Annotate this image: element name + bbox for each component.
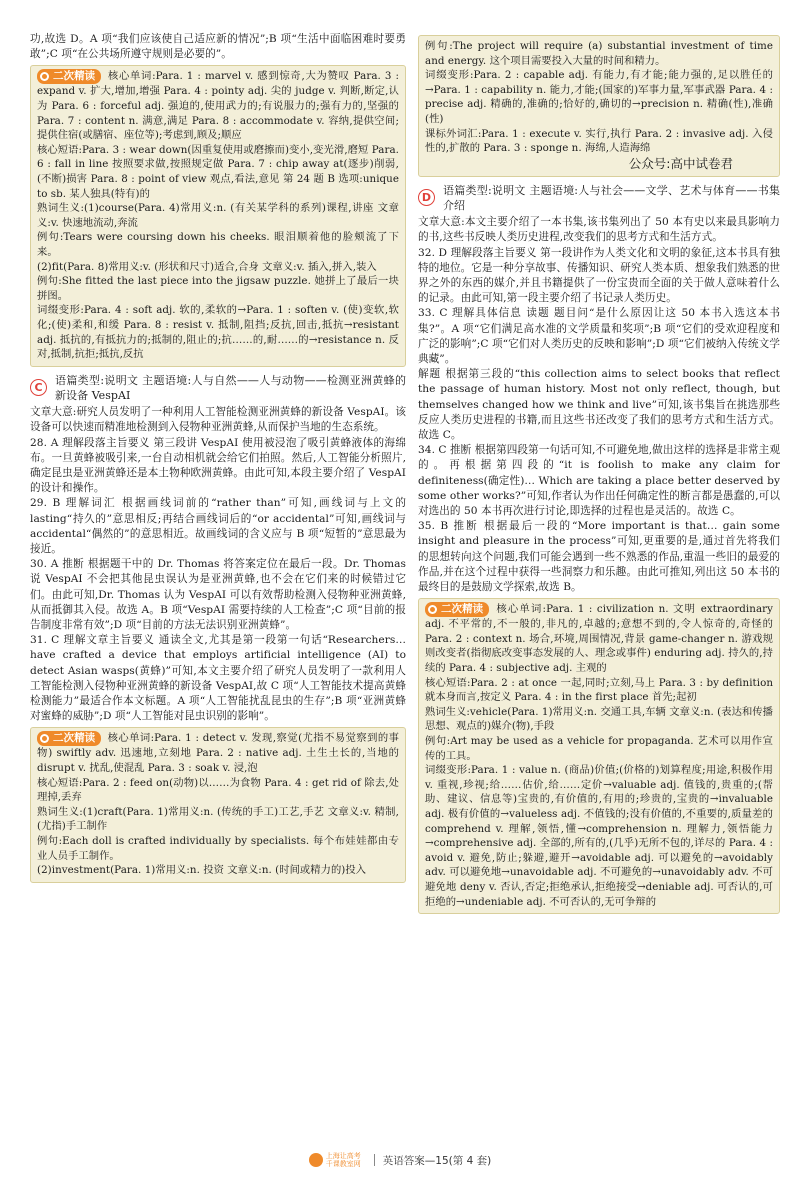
right-column bbox=[418, 32, 780, 1138]
review-box-d bbox=[418, 598, 780, 914]
page-footer bbox=[0, 1150, 800, 1170]
logo-icon bbox=[309, 1153, 323, 1167]
passage-type: 语篇类型:说明文 主题语境:人与自然——人与动物——检测亚洲黄蜂的新设备 VespAI bbox=[55, 373, 406, 402]
familiar-word: (2)investment(Para. 1)常用义:n. 投资 文章义:n. (时间或精力的)投入 bbox=[37, 864, 367, 877]
familiar-word: 熟词生义:(1)craft(Para. 1)常用义:n. (传统的手工)工艺,手艺 文章义:v. 精制,(尤指)手工制作 bbox=[37, 805, 399, 833]
answer-33: 33. C 理解具体信息 读题 题目问“是什么原因让这 50 本书入选这本书集?”。A 项“它们满足高水准的文学质量和奖项”;B 项“它们的受欢迎程度和广泛的影响”;C 项“它们对人类历史的反映和影响”;D 项“它们被纳入传统文学典藏”。 bbox=[418, 307, 780, 365]
core-phrases: 核心短语:Para. 3 : wear down(因重复使用或磨擦而)变小,变光滑,磨短 Para. 6 : fall in line 按照要求做,按照规定做 Para. 7 : chip away at(逐步)削弱,(不断)损害 Para. 8 : point of view 观点,看法,意见 第 24 题 B 选项:unique to sb. 某人独具(特有)的 bbox=[37, 143, 399, 200]
passage-d-header bbox=[418, 183, 780, 213]
answer-32: 32. D 理解段落主旨要义 第一段讲作为人类文化和文明的象征,这本书具有独特的地位。它是一种分享故事、传播知识、研究人类本质、想象我们熟悉的世界之外的东西的媒介,并且书籍提供了一份宝贵而全面的关于做人意味着什么的记录。由此可知,第一段主要介绍了书记录人类历史。 bbox=[418, 246, 780, 305]
answer-34: 34. C 推断 根据第四段第一句话可知,不可避免地,做出这样的选择是非常主观的。再根据第四段的“it is foolish to make any claim for definiteness(确定性)… Which are taking a place better deserved by some other works?”可知,作者认为作出任何确定性的断言都是愚蠢的,可以对选出的 50 本书再次进行讨论,即选择的过程也是灵活的。故选 C。 bbox=[418, 444, 780, 518]
left-column bbox=[30, 32, 406, 1138]
review-box-c-continued bbox=[418, 35, 780, 177]
passage-c-header bbox=[30, 373, 406, 403]
footer-divider bbox=[374, 1154, 375, 1166]
example-sentence: 例句:She fitted the last piece into the jigsaw puzzle. 她拼上了最后一块拼图。 bbox=[37, 275, 399, 302]
review-box-c bbox=[30, 727, 406, 882]
publisher-logo bbox=[309, 1152, 364, 1168]
word-variations: 词缀变形:Para. 1 : value n. (商品)价值;(价格的)划算程度;用途,积极作用 v. 重视,珍视;给……估价,给……定价→valuable adj. 值钱的,贵重的;(帮助、建议、信息等)宝贵的,有价值的,有用的;珍贵的,宝贵的→invaluable adj. 极有价值的→valueless adj. 不值钱的;没有价值的,不重要的,质量差的 comprehend v. 理解,领悟,懂→comprehension n. 理解力,领悟能力→comprehensive adj. 全部的,所有的,(几乎)无所不包的,详尽的 Para. 4 : avoid v. 避免,防止;躲避,避开→avoidable adj. 可以避免的→avoidably adv. 可以避免地→unavoidable adj. 不可避免的→unavoidably adv. 不可避免地 deny v. 否认,否定;拒绝承认,拒绝接受→deniable adj. 可否认的,可拒绝的→undeniable adj. 不可否认的,无可争辩的 bbox=[425, 764, 773, 908]
passage-d-letter-icon: D bbox=[418, 189, 435, 206]
badge-icon bbox=[40, 734, 49, 743]
example-sentence: 例句:Art may be used as a vehicle for propaganda. 艺术可以用作宣传的工具。 bbox=[425, 734, 773, 762]
answer-31: 31. C 理解文章主旨要义 通读全文,尤其是第一段第一句话“Researchers… have crafted a device that employs artificial intelligence (AI) to detect Asian wasps(黄蜂)”可知,本文主要介绍了研究人员发明了一款利用人工智能检测入侵物种亚洲黄蜂的新设备 VespAI,故 C 项“人工智能技术提高黄蜂检测能力”最适合作本文标题。A 项“人工智能扰乱昆虫的生存”;B 项“亚洲黄蜂对蜜蜂的威胁”;D 项“人工智能对昆虫识别的影响”。 bbox=[30, 634, 406, 723]
answer-33-solution: 解题 根据第三段的“this collection aims to select books that reflect the passage of human history. Most not only reflect, though, but themselves changed how we think and live”可知,该书集旨在挑选那些反应人类历史进程的书籍,而且这些书还改变了我们的思考方式和生活方式。故选 C。 bbox=[418, 368, 780, 441]
answer-30: 30. A 推断 根据题干中的 Dr. Thomas 将答案定位在最后一段。Dr. Thomas 说 VespAI 不会把其他昆虫误认为是亚洲黄蜂,也不会在它们来的时候错过它们。由此可知,Dr. Thomas 认为 VespAI 可以有效帮助检测入侵物种亚洲黄蜂,从而抵御其入侵。故选 A。B 项“VespAI 需要持续的人工检查”;C 项“目前的报告制度非常有效”;D 项“目前的方法无法识别亚洲黄蜂”。 bbox=[30, 558, 406, 631]
example-sentence: 例句:Tears were coursing down his cheeks. 眼泪顺着他的脸颊流了下来。 bbox=[37, 231, 399, 258]
answer-28: 28. A 理解段落主旨要义 第三段讲 VespAI 使用被浸泡了吸引黄蜂液体的海绵布。一旦黄蜂被吸引来,一台自动相机就会给它们拍照。然后,人工智能分析照片,确定昆虫是亚洲黄蜂还是本土物种欧洲黄蜂。由此可知,本段主要介绍了 VespAI 的设计和操作。 bbox=[30, 436, 406, 495]
familiar-word: 熟词生义:vehicle(Para. 1)常用义:n. 交通工具,车辆 文章义:n. (表达和传播思想、观点的)媒介(物),手段 bbox=[425, 705, 773, 733]
core-words: 核心单词:Para. 1 : detect v. 发现,察觉(尤指不易觉察到的事物) swiftly adv. 迅速地,立刻地 Para. 2 : native adj. 土生土长的,当地的 disrupt v. 扰乱,使混乱 Para. 3 : soak v. 浸,泡 bbox=[37, 732, 399, 774]
page-label: 英语答案—15(第 4 套) bbox=[382, 1154, 492, 1167]
review-box-b bbox=[30, 65, 406, 366]
familiar-word: 熟词生义:(1)course(Para. 4)常用义:n. (有关某学科的系列)课程,讲座 文章义:v. 快速地流动,奔流 bbox=[37, 202, 399, 229]
review-badge: 二次精读 bbox=[425, 602, 489, 617]
core-phrases: 核心短语:Para. 2 : feed on(动物)以……为食物 Para. 4 : get rid of 除去,处理掉,丢弃 bbox=[37, 776, 399, 804]
passage-type: 语篇类型:说明文 主题语境:人与社会——文学、艺术与体育——书集介绍 bbox=[443, 183, 780, 212]
passage-c-letter-icon: C bbox=[30, 379, 47, 396]
passage-summary: 文章大意:本文主要介绍了一本书集,该书集列出了 50 本有史以来最具影响力的书,这些书反映人类历史进程,改变我们的思考方式和生活方式。 bbox=[418, 216, 780, 244]
example-sentence: 例句:The project will require (a) substantial investment of time and energy. 这个项目需要投入大量的时间和精力。 bbox=[425, 40, 773, 67]
example-sentence: 例句:Each doll is crafted individually by specialists. 每个布娃娃都由专业人员手工制作。 bbox=[37, 834, 399, 862]
familiar-word: (2)fit(Para. 8)常用义:v. (形状和尺寸)适合,合身 文章义:v. 插入,拼入,装入 bbox=[37, 260, 377, 273]
passage-summary: 文章大意:研究人员发明了一种利用人工智能检测亚洲黄蜂的新设备 VespAI。该设备可以快速而精准地检测到入侵物种亚洲黄蜂,从而保护当地的生态系统。 bbox=[30, 406, 406, 434]
b-option-explanation: 功,故选 D。A 项“我们应该使自己适应新的情况”;B 项“生活中面临困难时要勇敢”;C 项“在公共场所遵守规则是必要的”。 bbox=[30, 33, 406, 61]
core-phrases: 核心短语:Para. 2 : at once 一起,同时;立刻,马上 Para. 3 : by definition 就本身而言,按定义 Para. 4 : in the first place 首先;起初 bbox=[425, 676, 773, 704]
core-words: 核心单词:Para. 1 : civilization n. 文明 extraordinary adj. 不平常的,不一般的,非凡的,卓越的;意想不到的,令人惊奇的,奇怪的 Para. 2 : context n. 场合,环境,周围情况,背景 game-changer n. 游戏规则改变者(指彻底改变事态发展的人、理念或事件) enduring adj. 持久的,持续的 Para. 4 : subjective adj. 主观的 bbox=[425, 603, 773, 675]
watermark-text: 公众号:高中试卷君 bbox=[628, 155, 733, 171]
answer-29: 29. B 理解词汇 根据画线词前的“rather than”可知,画线词与上文的 lasting“持久的”意思相反;再结合画线词后的“or accidental”可知,画线词与 accidental“偶然的”的意思相近。故画线词的含义应与 B 项“短暂的”意思最为接近。 bbox=[30, 497, 406, 555]
word-variations: 词缀变形:Para. 4 : soft adj. 软的,柔软的→Para. 1 : soften v. (使)变软,软化;(使)柔和,和缓 Para. 8 : resist v. 抵制,阻挡;反抗,回击,抵抗→resistant adj. 抵抗的,有抵抗力的;抵制的,阻止的;抗……的,耐……的→resistance n. 反对,抵制,抗拒;抵抗,反抗 bbox=[37, 304, 399, 361]
badge-icon bbox=[428, 605, 437, 614]
logo-text: 上海让高考 千课教室网 bbox=[325, 1152, 361, 1168]
answer-35: 35. B 推断 根据最后一段的“More important is that… gain some insight and pleasure in the process”可知,更重要的是,通过首先将我们的思想转向这个问题,我们可能会遇到一些不熟悉的作品,重温一些旧的最爱的作品,并在这个过程中获得一些洞察力和乐趣。由此可推知,列出这 50 本书的最终目的是鼓励文学探索,故选 B。 bbox=[418, 520, 780, 594]
badge-icon bbox=[40, 72, 49, 81]
word-variations: 词缀变形:Para. 2 : capable adj. 有能力,有才能;能力强的,足以胜任的→Para. 1 : capability n. 能力,才能;(国家的)军事力量,军事武器 Para. 4 : precise adj. 精确的,准确的;恰好的,确切的→precision n. 精确(性),准确(性) bbox=[425, 69, 773, 125]
review-badge: 二次精读 bbox=[37, 69, 101, 84]
review-badge: 二次精读 bbox=[37, 731, 101, 746]
core-words: 核心单词:Para. 1 : marvel v. 感到惊奇,大为赞叹 Para. 3 : expand v. 扩大,增加,增强 Para. 4 : pointy adj. 尖的 judge v. 判断,断定,认为 Para. 6 : forceful adj. 强迫的,使用武力的;有说服力的;强有力的,坚强的 Para. 7 : content n. 满意,满足 Para. 8 : accommodate v. 容纳,提供空间;提供住宿(或膳宿、座位等);考虑到,顾及;顺应 bbox=[37, 70, 399, 142]
extra-vocabulary: 课标外词汇:Para. 1 : execute v. 实行,执行 Para. 2 : invasive adj. 入侵性的,扩散的 Para. 3 : sponge n. 海绵,人造海绵 bbox=[425, 127, 773, 155]
